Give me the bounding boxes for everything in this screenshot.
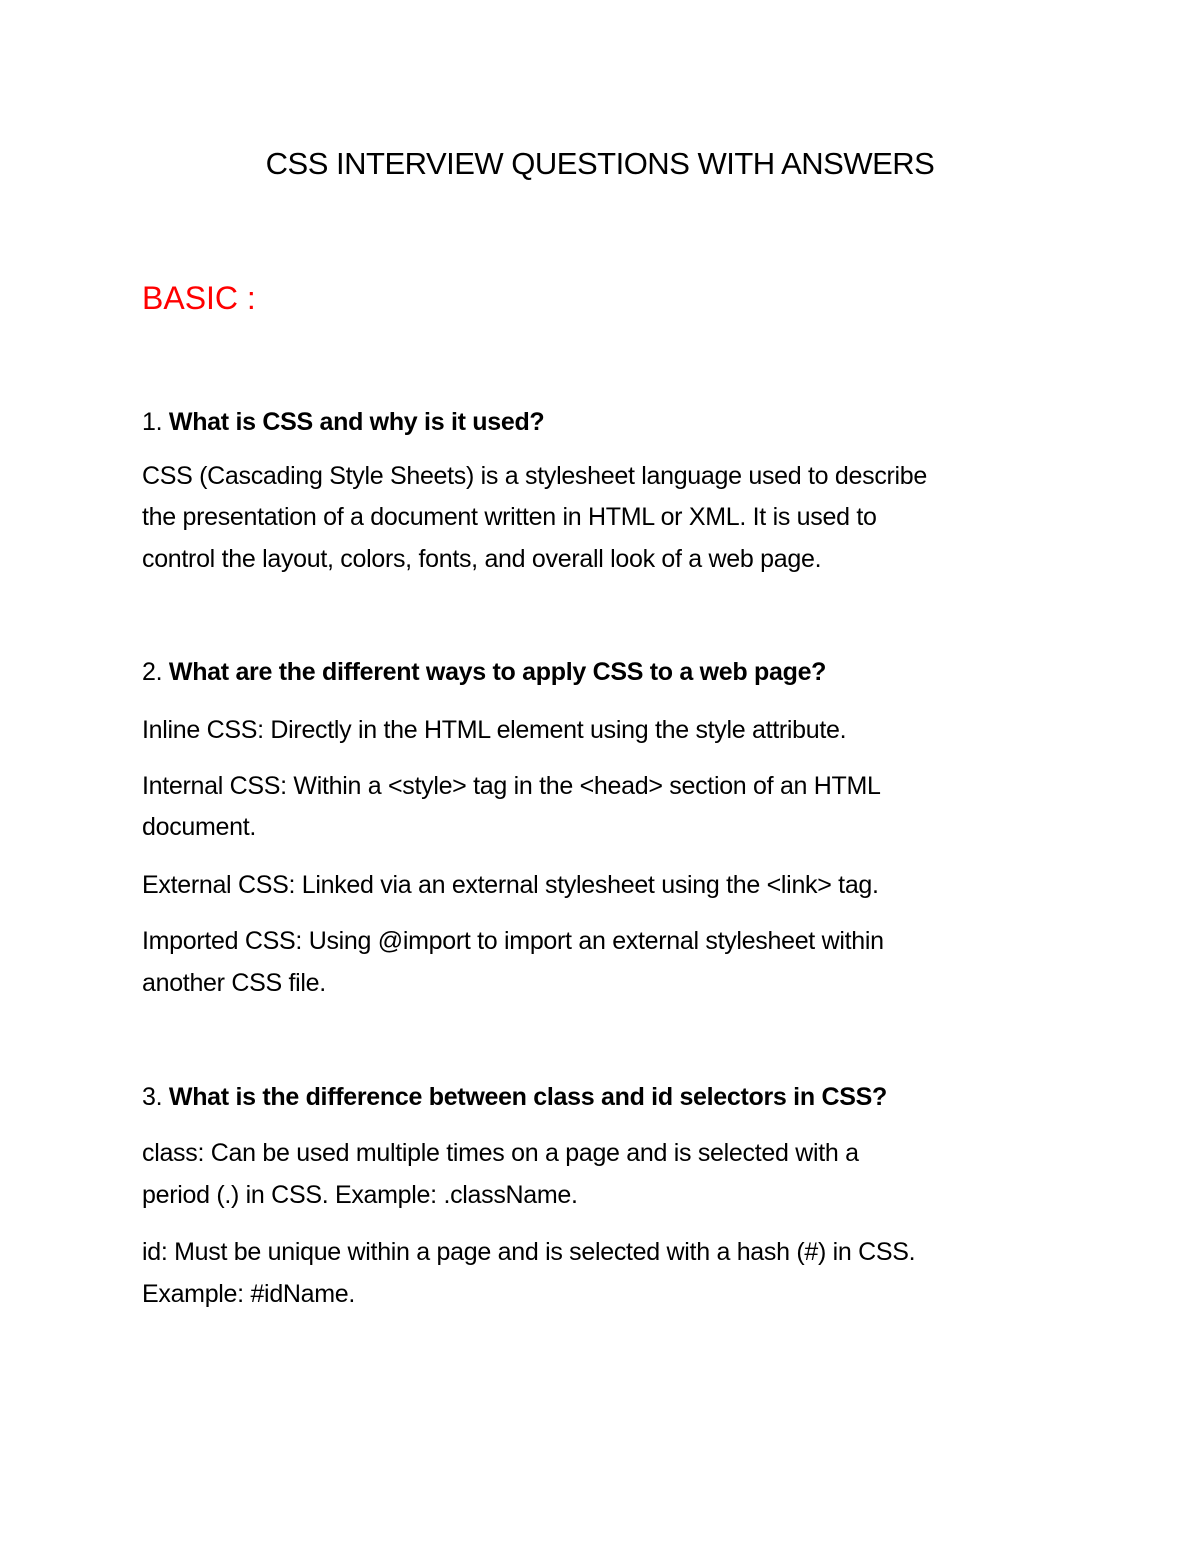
question-text: What is CSS and why is it used? [168, 408, 545, 436]
answer-line: document. [142, 813, 257, 841]
question-3 [142, 1083, 887, 1112]
document-title: CSS INTERVIEW QUESTIONS WITH ANSWERS [265, 146, 935, 181]
answer-line: CSS (Cascading Style Sheets) is a stylesheet language used to describe [142, 462, 928, 490]
answer-line: Internal CSS: Within a <style> tag in the <head> section of an HTML [142, 772, 881, 800]
answer-line: Example: #idName. [142, 1280, 356, 1308]
question-text: What are the different ways to apply CSS to a web page? [168, 658, 827, 686]
section-heading-basic: BASIC : [142, 280, 256, 316]
answer-line: Inline CSS: Directly in the HTML element using the style attribute. [142, 716, 847, 744]
answer-line: another CSS file. [142, 969, 326, 997]
answer-line: class: Can be used multiple times on a page and is selected with a [142, 1139, 859, 1167]
answer-line: the presentation of a document written in HTML or XML. It is used to [142, 503, 877, 531]
question-number: 1. [142, 408, 163, 436]
answer-line: id: Must be unique within a page and is selected with a hash (#) in CSS. [142, 1238, 916, 1266]
answer-line: period (.) in CSS. Example: .className. [142, 1181, 578, 1209]
answer-line: control the layout, colors, fonts, and overall look of a web page. [142, 545, 822, 573]
question-2 [142, 658, 826, 687]
question-number: 3. [142, 1083, 163, 1111]
question-text: What is the difference between class and id selectors in CSS? [168, 1083, 887, 1111]
answer-line: External CSS: Linked via an external stylesheet using the <link> tag. [142, 871, 879, 899]
question-number: 2. [142, 658, 163, 686]
answer-line: Imported CSS: Using @import to import an external stylesheet within [142, 927, 884, 955]
question-1 [142, 408, 544, 437]
